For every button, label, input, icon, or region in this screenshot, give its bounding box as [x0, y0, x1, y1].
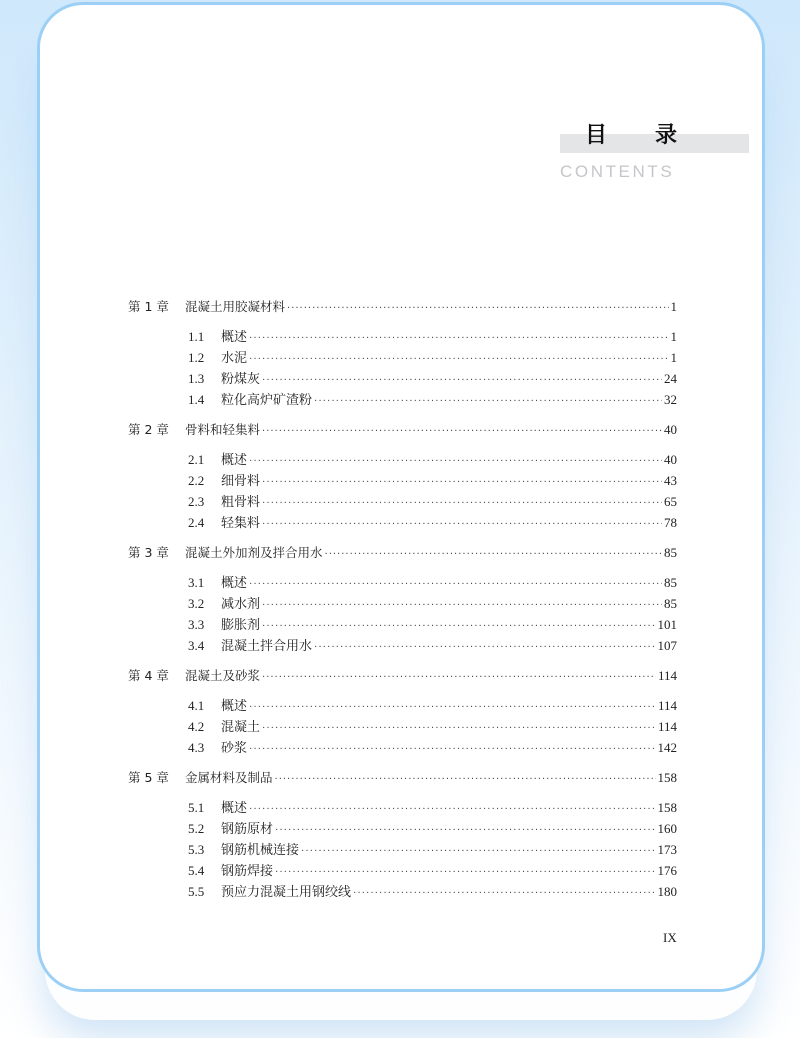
- entry-title: 预应力混凝土用钢绞线: [221, 884, 352, 899]
- entry-number: 3.4: [188, 638, 205, 653]
- dot-leader: [249, 574, 662, 595]
- entry-page-number: 114: [657, 698, 677, 713]
- entry-page-number: 1: [670, 350, 677, 365]
- dot-leader: [262, 616, 655, 637]
- entry-page-number: 85: [664, 596, 677, 611]
- entry-number: 1.4: [188, 392, 205, 407]
- entry-page-number: 1: [670, 329, 677, 344]
- entry-page-number: 114: [657, 719, 677, 734]
- entry-title: 水泥: [221, 350, 248, 365]
- toc-section-entry[interactable]: [128, 470, 677, 491]
- dot-leader: [262, 493, 662, 514]
- entry-number: 2.1: [188, 452, 205, 467]
- entry-title: 混凝土外加剂及拌合用水: [185, 545, 323, 560]
- entry-page-number: 1: [670, 299, 677, 314]
- entry-number: 第 4 章: [128, 668, 169, 683]
- entry-number: 5.3: [188, 842, 205, 857]
- title-char-1: 目: [585, 123, 608, 148]
- entry-number: 3.1: [188, 575, 205, 590]
- toc-section-entry[interactable]: [128, 695, 677, 716]
- dot-leader: [262, 595, 662, 616]
- dot-leader: [262, 718, 656, 739]
- entry-title: 细骨料: [221, 473, 261, 488]
- entry-number: 2.2: [188, 473, 205, 488]
- entry-title: 概述: [221, 452, 248, 467]
- toc-section-entry[interactable]: [128, 614, 677, 635]
- entry-number: 5.2: [188, 821, 205, 836]
- entry-number: 3.2: [188, 596, 205, 611]
- toc-section-entry[interactable]: [128, 818, 677, 839]
- entry-number: 1.2: [188, 350, 205, 365]
- page-title: [585, 118, 677, 149]
- entry-number: 2.3: [188, 494, 205, 509]
- dot-leader: [325, 544, 662, 565]
- entry-title: 减水剂: [221, 596, 261, 611]
- entry-page-number: 158: [657, 800, 677, 815]
- table-of-contents: [128, 296, 677, 902]
- dot-leader: [262, 667, 656, 688]
- toc-section-entry[interactable]: [128, 860, 677, 881]
- entry-title: 膨胀剂: [221, 617, 261, 632]
- entry-number: 第 1 章: [128, 299, 169, 314]
- dot-leader: [301, 841, 655, 862]
- toc-section-entry[interactable]: [128, 368, 677, 389]
- dot-leader: [287, 298, 668, 319]
- entry-page-number: 158: [657, 770, 677, 785]
- entry-page-number: 176: [657, 863, 677, 878]
- entry-page-number: 85: [664, 575, 677, 590]
- page-subtitle: CONTENTS: [560, 162, 675, 181]
- entry-number: 4.2: [188, 719, 205, 734]
- entry-title: 轻集料: [221, 515, 261, 530]
- entry-page-number: 180: [657, 884, 677, 899]
- entry-title: 钢筋原材: [221, 821, 274, 836]
- dot-leader: [314, 637, 655, 658]
- entry-title: 概述: [221, 698, 248, 713]
- entry-page-number: 142: [657, 740, 677, 755]
- entry-page-number: 160: [657, 821, 677, 836]
- entry-number: 第 2 章: [128, 422, 169, 437]
- entry-title: 钢筋焊接: [221, 863, 274, 878]
- entry-title: 混凝土: [221, 719, 261, 734]
- entry-title: 混凝土用胶凝材料: [185, 299, 286, 314]
- entry-number: 3.3: [188, 617, 205, 632]
- toc-chapter-entry[interactable]: [128, 296, 677, 317]
- entry-number: 第 5 章: [128, 770, 169, 785]
- toc-section-entry[interactable]: [128, 593, 677, 614]
- entry-title: 概述: [221, 800, 248, 815]
- entry-page-number: 101: [657, 617, 677, 632]
- entry-title: 砂浆: [221, 740, 248, 755]
- toc-section-entry[interactable]: [128, 572, 677, 593]
- page-number: IX: [663, 930, 677, 945]
- entry-title: 粉煤灰: [221, 371, 261, 386]
- entry-title: 混凝土及砂浆: [185, 668, 261, 683]
- entry-title: 金属材料及制品: [185, 770, 273, 785]
- toc-section-entry[interactable]: [128, 389, 677, 410]
- dot-leader: [262, 370, 662, 391]
- dot-leader: [262, 472, 662, 493]
- dot-leader: [249, 349, 668, 370]
- dot-leader: [353, 883, 655, 904]
- dot-leader: [249, 328, 668, 349]
- dot-leader: [314, 391, 662, 412]
- toc-section-entry[interactable]: [128, 347, 677, 368]
- entry-title: 概述: [221, 329, 248, 344]
- entry-page-number: 78: [664, 515, 677, 530]
- entry-page-number: 107: [657, 638, 677, 653]
- entry-page-number: 85: [664, 545, 677, 560]
- entry-number: 第 3 章: [128, 545, 169, 560]
- toc-section-entry[interactable]: [128, 326, 677, 347]
- toc-chapter-entry[interactable]: [128, 542, 677, 563]
- entry-title: 粒化高炉矿渣粉: [221, 392, 313, 407]
- entry-number: 1.3: [188, 371, 205, 386]
- entry-number: 5.1: [188, 800, 205, 815]
- toc-section-entry[interactable]: [128, 635, 677, 656]
- entry-page-number: 40: [664, 452, 677, 467]
- entry-number: 4.3: [188, 740, 205, 755]
- dot-leader: [275, 769, 656, 790]
- title-char-2: 录: [655, 123, 678, 148]
- toc-section-entry[interactable]: [128, 737, 677, 758]
- toc-section-entry[interactable]: [128, 491, 677, 512]
- dot-leader: [249, 697, 656, 718]
- toc-chapter-entry[interactable]: [128, 665, 677, 686]
- dot-leader: [275, 820, 655, 841]
- entry-title: 钢筋机械连接: [221, 842, 300, 857]
- entry-number: 1.1: [188, 329, 205, 344]
- entry-page-number: 24: [664, 371, 677, 386]
- entry-title: 概述: [221, 575, 248, 590]
- toc-section-entry[interactable]: [128, 512, 677, 533]
- entry-number: 4.1: [188, 698, 205, 713]
- toc-chapter-entry[interactable]: [128, 767, 677, 788]
- entry-title: 混凝土拌合用水: [221, 638, 313, 653]
- dot-leader: [275, 862, 655, 883]
- entry-page-number: 114: [657, 668, 677, 683]
- entry-page-number: 173: [657, 842, 677, 857]
- entry-page-number: 40: [664, 422, 677, 437]
- entry-page-number: 43: [664, 473, 677, 488]
- dot-leader: [249, 799, 655, 820]
- dot-leader: [262, 421, 662, 442]
- toc-section-entry[interactable]: [128, 881, 677, 902]
- toc-chapter-entry[interactable]: [128, 419, 677, 440]
- entry-number: 2.4: [188, 515, 205, 530]
- entry-page-number: 65: [664, 494, 677, 509]
- toc-section-entry[interactable]: [128, 449, 677, 470]
- toc-section-entry[interactable]: [128, 716, 677, 737]
- entry-number: 5.5: [188, 884, 205, 899]
- dot-leader: [262, 514, 662, 535]
- dot-leader: [249, 451, 662, 472]
- toc-section-entry[interactable]: [128, 839, 677, 860]
- toc-section-entry[interactable]: [128, 797, 677, 818]
- entry-page-number: 32: [664, 392, 677, 407]
- entry-title: 粗骨料: [221, 494, 261, 509]
- entry-number: 5.4: [188, 863, 205, 878]
- dot-leader: [249, 739, 655, 760]
- entry-title: 骨料和轻集料: [185, 422, 261, 437]
